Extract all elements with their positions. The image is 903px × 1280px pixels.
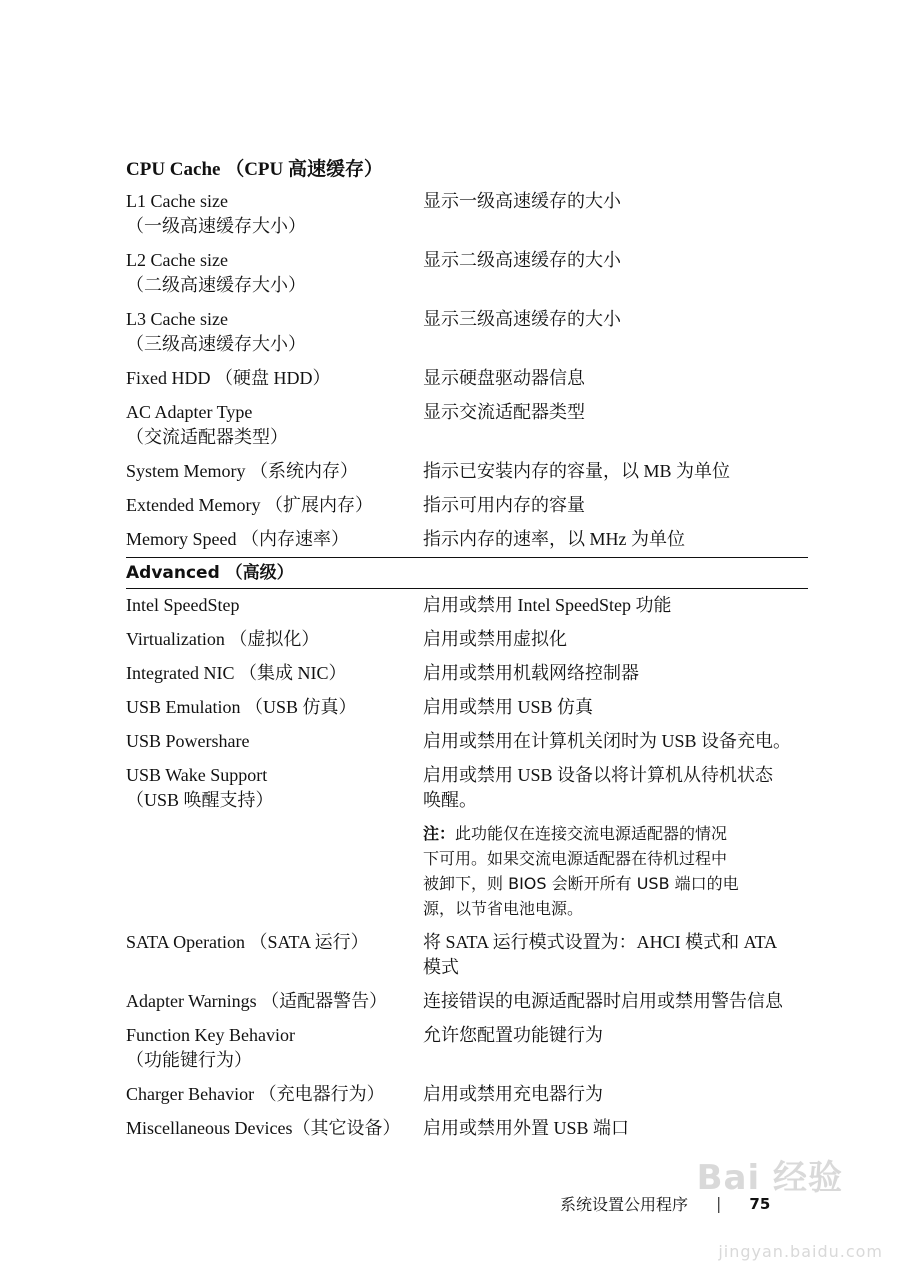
row-label: Extended Memory （扩展内存） <box>126 495 373 515</box>
row-desc-cont: 模式 <box>423 957 459 977</box>
row-integrated-nic <box>126 657 808 691</box>
note-line: 源，以节省电池电源。 <box>423 899 584 918</box>
row-label-cn: （功能键行为） <box>126 1050 252 1070</box>
row-label-cn: （三级高速缓存大小） <box>126 334 306 354</box>
row-desc: 允许您配置功能键行为 <box>423 1025 603 1045</box>
row-desc-cont: 唤醒。 <box>423 790 477 810</box>
row-label: AC Adapter Type <box>126 402 253 422</box>
row-virtualization <box>126 623 808 657</box>
row-desc: 启用或禁用 USB 设备以将计算机从待机状态 <box>423 765 774 785</box>
note-line: 下可用。如果交流电源适配器在待机过程中 <box>423 849 728 868</box>
page-number: 75 <box>749 1194 771 1213</box>
row-usb-emulation <box>126 691 808 725</box>
row-label: USB Wake Support <box>126 765 268 785</box>
row-desc: 启用或禁用 USB 仿真 <box>423 697 594 717</box>
row-label: L1 Cache size <box>126 191 228 211</box>
note-label: 注： <box>423 824 456 843</box>
row-memory-speed <box>126 523 808 557</box>
row-misc-devices <box>126 1112 808 1146</box>
row-desc: 启用或禁用虚拟化 <box>423 629 567 649</box>
row-system-memory <box>126 455 808 489</box>
row-desc: 显示一级高速缓存的大小 <box>423 191 621 211</box>
row-extended-memory <box>126 489 808 523</box>
watermark-logo: Bai 经验 <box>696 1158 843 1198</box>
row-label-cn: （二级高速缓存大小） <box>126 275 306 295</box>
footer-separator: | <box>716 1194 722 1213</box>
page-footer <box>560 1192 770 1215</box>
row-label: Intel SpeedStep <box>126 595 240 615</box>
row-desc: 启用或禁用在计算机关闭时为 USB 设备充电。 <box>423 731 792 751</box>
section-title-advanced: Advanced （高级） <box>126 563 294 583</box>
row-label: Virtualization （虚拟化） <box>126 629 320 649</box>
row-label: Memory Speed （内存速率） <box>126 529 349 549</box>
watermark-url: jingyan.baidu.com <box>718 1242 883 1261</box>
row-desc: 启用或禁用充电器行为 <box>423 1084 603 1104</box>
row-label: Miscellaneous Devices（其它设备） <box>126 1118 401 1138</box>
row-charger-behavior <box>126 1078 808 1112</box>
row-desc: 显示硬盘驱动器信息 <box>423 368 585 388</box>
row-label: L3 Cache size <box>126 309 228 329</box>
row-label: Fixed HDD （硬盘 HDD） <box>126 368 331 388</box>
row-sata-operation <box>126 926 808 985</box>
row-usb-wake-support <box>126 759 808 926</box>
row-adapter-warnings <box>126 985 808 1019</box>
row-desc: 启用或禁用外置 USB 端口 <box>423 1118 630 1138</box>
row-l1-cache <box>126 185 808 244</box>
note-line: 此功能仅在连接交流电源适配器的情况 <box>455 824 728 843</box>
row-label: USB Emulation （USB 仿真） <box>126 697 357 717</box>
row-intel-speedstep <box>126 589 808 623</box>
row-desc: 将 SATA 运行模式设置为：AHCI 模式和 ATA <box>423 932 778 952</box>
row-label-cn: （交流适配器类型） <box>126 427 288 447</box>
row-desc: 显示三级高速缓存的大小 <box>423 309 621 329</box>
row-desc: 显示二级高速缓存的大小 <box>423 250 621 270</box>
row-desc: 启用或禁用机载网络控制器 <box>423 663 639 683</box>
row-ac-adapter-type <box>126 396 808 455</box>
document-page <box>126 155 808 1146</box>
section-title-cpu-cache: CPU Cache （CPU 高速缓存） <box>126 159 384 180</box>
row-label: Function Key Behavior <box>126 1025 295 1045</box>
row-usb-powershare <box>126 725 808 759</box>
row-desc: 连接错误的电源适配器时启用或禁用警告信息 <box>423 991 783 1011</box>
row-label: SATA Operation （SATA 运行） <box>126 932 369 952</box>
row-desc: 指示已安装内存的容量，以 MB 为单位 <box>423 461 731 481</box>
note-line: 被卸下，则 BIOS 会断开所有 USB 端口的电 <box>423 874 739 893</box>
row-label: Adapter Warnings （适配器警告） <box>126 991 388 1011</box>
row-fixed-hdd <box>126 362 808 396</box>
row-desc: 启用或禁用 Intel SpeedStep 功能 <box>423 595 672 615</box>
row-function-key-behavior <box>126 1019 808 1078</box>
row-label-cn: （USB 唤醒支持） <box>126 790 274 810</box>
row-desc: 显示交流适配器类型 <box>423 402 585 422</box>
footer-section-title: 系统设置公用程序 <box>560 1195 689 1214</box>
row-l3-cache <box>126 303 808 362</box>
row-label: System Memory （系统内存） <box>126 461 358 481</box>
row-label: L2 Cache size <box>126 250 228 270</box>
row-label-cn: （一级高速缓存大小） <box>126 216 306 236</box>
row-label: Integrated NIC （集成 NIC） <box>126 663 347 683</box>
note-block <box>423 821 808 921</box>
row-l2-cache <box>126 244 808 303</box>
row-desc: 指示内存的速率，以 MHz 为单位 <box>423 529 685 549</box>
row-label: USB Powershare <box>126 731 250 751</box>
row-label: Charger Behavior （充电器行为） <box>126 1084 385 1104</box>
row-desc: 指示可用内存的容量 <box>423 495 585 515</box>
